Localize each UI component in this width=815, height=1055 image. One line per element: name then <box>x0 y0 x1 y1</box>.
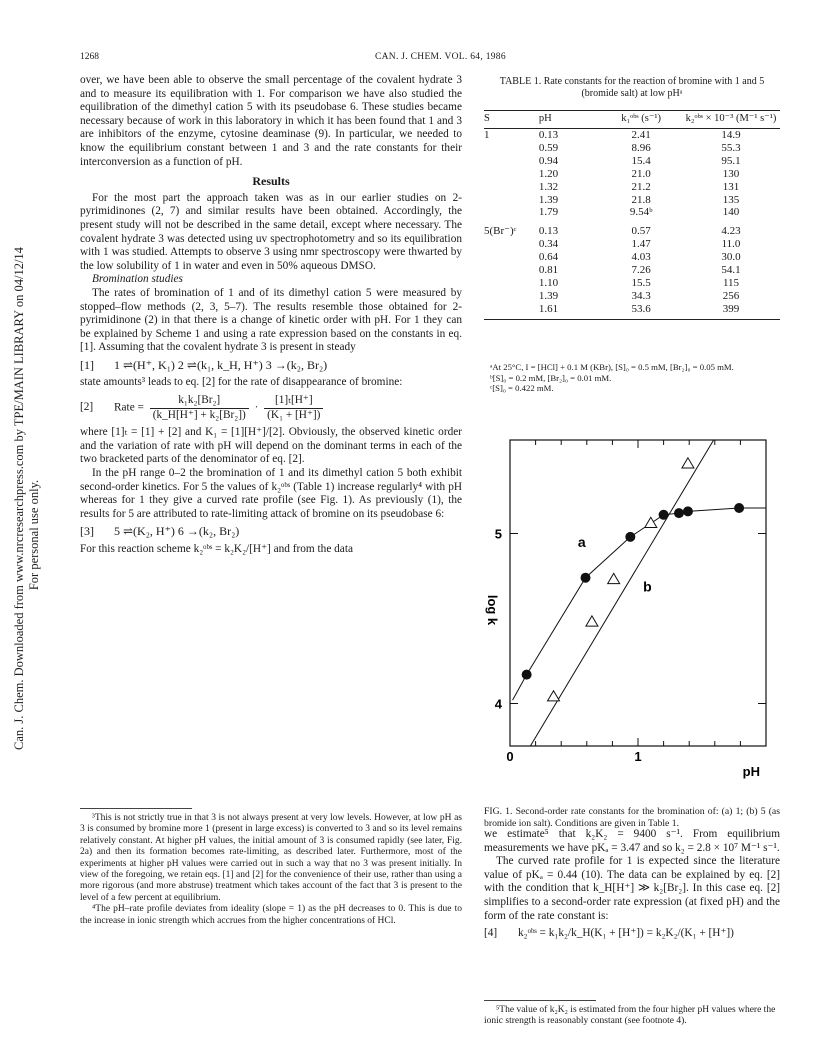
equation-2-number: [2] <box>80 401 94 414</box>
x-tick-label: 1 <box>634 749 642 764</box>
cell-k2: 140 <box>722 206 740 219</box>
table-group-1 <box>484 129 780 220</box>
table-row <box>484 277 780 290</box>
series-a-label: a <box>577 534 586 551</box>
cell-k2: 95.1 <box>721 154 741 167</box>
cell-k2: 399 <box>682 303 780 319</box>
equation-3-body: 5 ⇌(K₂, H⁺) 6 →(k₂, Br₂) <box>114 524 240 539</box>
right-column-text <box>484 828 780 945</box>
y-tick-label: 5 <box>494 526 502 542</box>
equation-4 <box>484 927 780 941</box>
ph-rate-chart <box>484 428 780 798</box>
footnote-rule <box>80 808 192 809</box>
header-ph: pH <box>525 111 601 129</box>
figure-1 <box>484 428 780 798</box>
y-axis-label: log k <box>485 594 500 626</box>
figure-caption: FIG. 1. Second-order rate constants for the bromination of: (a) 1; (b) 5 (as bromide ion salt). Conditions are given in Table 1. <box>484 806 780 829</box>
equation-2-lhs: Rate = <box>114 401 144 414</box>
paragraph-approach: For the most part the approach taken was as in our earlier studies on 2-pyrimidinones (2, 7) and similar results have been obtained. Accordingly, the present study will not be described in the same detail, except where necessary. The covalent hydrate 3 was detected using uv spectrophotometry and so its equilibration with 1 was studied. Attempts to observe 3 using nmr spectroscopy were thwarted by the low solubility of 1 in water and even in 50% aqueous DMSO. <box>80 191 462 272</box>
table-row <box>484 181 780 194</box>
cell-k1: 21.0 <box>631 167 651 180</box>
series-b-point <box>586 616 598 626</box>
group-1-substrate: 1 <box>484 129 490 141</box>
table-note-c: ᶜ[S]₀ = 0.422 mM. <box>490 383 554 393</box>
cell-k1: 7.26 <box>631 264 651 277</box>
table-note-a: ᵃAt 25°C, I = [HCl] + 0.1 M (KBr), [S]₀ = 0.5 mM, [Br₂]₀ = 0.05 mM. <box>490 362 734 372</box>
cell-k2: 54.1 <box>721 264 741 277</box>
table-group-2 <box>484 219 780 319</box>
footnote-5: ⁵The value of k₂K₂ is estimated from the four higher pH values where the ionic strength is reasonably constant (see footnote 4). <box>484 1005 776 1027</box>
series-a-point <box>581 573 591 583</box>
table-row <box>484 194 780 207</box>
table-row <box>484 206 780 219</box>
cell-ph: 0.34 <box>538 238 559 251</box>
cell-k2: 256 <box>722 289 740 302</box>
cell-k2: 130 <box>722 167 740 180</box>
series-a-curve <box>513 508 766 700</box>
fraction-1-denominator: (k_H[H⁺] + k₂[Br₂]) <box>152 408 246 421</box>
series-b-point <box>548 691 560 701</box>
cell-k1: 0.57 <box>631 225 651 238</box>
page-number: 1268 <box>80 52 99 62</box>
paragraph-where: where [1]ₜ = [1] + [2] and K₁ = [1][H⁺]/[2]. Obviously, the observed kinetic order and the variation of rate with pH will depend on the dominant terms in each of the two bracketed parts of the denominator of eq. [2]. <box>80 426 462 466</box>
cell-k1: 21.8 <box>631 193 651 206</box>
cell-ph: 0.94 <box>538 154 559 167</box>
cell-k1: 8.96 <box>631 141 651 154</box>
x-axis-label: pH <box>742 764 760 779</box>
paragraph-bromination: The rates of bromination of 1 and of its dimethyl cation 5 were measured by stopped–flow methods (2, 3, 5–7). The results resemble those obtained for 2-pyrimidinone (2) in that there is a change of kinetic order with pH. For 1 they can be explained by Scheme 1 and using a rate expression based on the constants in eq. [1]. Assuming that the covalent hydrate 3 is present in steady <box>80 286 462 354</box>
cell-k1: 21.2 <box>631 180 651 193</box>
table-row <box>484 290 780 303</box>
cell-ph: 1.10 <box>538 276 559 289</box>
watermark-line-1: Can. J. Chem. Downloaded from www.nrcresearchpress.com by TPE/MAIN LIBRARY on 04/12/14 <box>12 247 26 750</box>
cell-k1: 34.3 <box>631 289 651 302</box>
table-row <box>484 142 780 155</box>
equation-1-body: 1 ⇌(H⁺, K₁) 2 ⇌(k₁, k_H, H⁺) 3 →(k₂, Br₂) <box>114 357 328 372</box>
table-row <box>484 129 780 142</box>
table-row <box>484 168 780 181</box>
header-k1obs: k₁ᵒᵇˢ (s⁻¹) <box>600 111 682 129</box>
series-a-point <box>625 532 635 542</box>
table-row <box>484 238 780 251</box>
table-header-row <box>484 111 780 129</box>
footnotes-left <box>80 808 462 927</box>
paragraph-estimate: we estimate⁵ that k₂K₂ = 9400 s⁻¹. From equilibrium measurements we have pKₐ = 3.47 and so k₂ = 2.8 × 10⁷ M⁻¹ s⁻¹. <box>484 828 780 854</box>
bromination-heading: Bromination studies <box>92 273 183 286</box>
equation-3-number: [3] <box>80 524 94 539</box>
table-row <box>484 264 780 277</box>
footnote-3: ³This is not strictly true in that 3 is not always present at very low levels. However, at low pH as 3 is consumed by bromine more 1 (present in large excess) is converted to 3 and so its level remains relatively constant. At higher pH values, the initial amount of 3 is consumed rapidly (see later, Fig. 2a) and then its formation becomes rate-limiting, as described later. Furthermore, most of the experiments at higher pH values were carried out in such a way that no 3 was present initially. In view of the foregoing, we retain eqs. [1] and [2] for the convenience of their use, rather than using a more rigorous (and more abstruse) treatment which takes account of the fact that 3 is present to the level of a few percent at equilibrium. <box>80 813 462 903</box>
cell-k2: 135 <box>722 193 740 206</box>
table-row <box>484 303 780 319</box>
equation-4-number: [4] <box>484 927 498 940</box>
download-watermark <box>12 247 42 750</box>
equation-4-body: k₂ᵒᵇˢ = k₁k₂/k_H(K₁ + [H⁺]) = k₂K₂/(K₁ + [H⁺]) <box>518 927 734 940</box>
paragraph-ph-range: In the pH range 0–2 the bromination of 1 and its dimethyl cation 5 both exhibit second-order kinetics. For 5 the values of k₂ᵒᵇˢ (Table 1) increase regularly⁴ with pH whereas for 1 they give a curved rate profile (see Fig. 1). As previously (1), the results for 5 are attributed to rate-limiting attack of bromine on its pseudobase 6: <box>80 467 462 520</box>
table-caption <box>484 76 780 100</box>
rate-constants-table <box>484 110 780 320</box>
equation-2-fraction-1 <box>150 394 249 422</box>
cell-k1: 1.47 <box>631 238 651 251</box>
footnotes-right <box>484 1000 780 1028</box>
equation-1 <box>80 359 462 373</box>
cell-k2: 55.3 <box>721 141 741 154</box>
series-b-point <box>645 517 657 527</box>
cell-ph: 0.13 <box>538 225 559 238</box>
results-heading: Results <box>252 174 290 189</box>
series-b-line <box>510 428 734 780</box>
y-tick-label: 4 <box>494 696 502 712</box>
cell-k2: 30.0 <box>721 251 741 264</box>
equation-3 <box>80 525 462 539</box>
series-a-point <box>683 506 693 516</box>
fraction-2-numerator: [1]ₜ[H⁺] <box>264 394 323 409</box>
cell-ph: 1.39 <box>538 289 559 302</box>
journal-header: CAN. J. CHEM. VOL. 64, 1986 <box>375 52 506 62</box>
fraction-2-denominator: (K₁ + [H⁺]) <box>267 408 321 421</box>
cell-k1: 15.4 <box>631 154 651 167</box>
header-k2obs: k₂ᵒᵇˢ × 10⁻³ (M⁻¹ s⁻¹) <box>682 111 780 129</box>
equation-2-fraction-2 <box>264 394 323 422</box>
cell-ph: 1.32 <box>538 180 559 193</box>
cell-k2: 11.0 <box>721 238 741 251</box>
table-row <box>484 155 780 168</box>
table-note-b: ᵇ[S]₀ = 0.2 mM, [Br₂]₀ = 0.01 mM. <box>490 372 612 383</box>
series-a-point <box>674 508 684 518</box>
header-substrate: S <box>484 111 525 129</box>
cell-ph: 1.79 <box>538 206 559 219</box>
table-caption-label: TABLE 1. <box>499 76 542 87</box>
group-2-substrate: 5(Br⁻)ᶜ <box>484 225 517 238</box>
table-notes <box>484 362 780 394</box>
table-caption-text: Rate constants for the reaction of bromine with 1 and 5 (bromide salt) at low pHᵃ <box>543 76 765 99</box>
footnote-4: ⁴The pH–rate profile deviates from ideality (slope = 1) as the pH decreases to 0. This is due to the increase in ionic strength which accrues from the higher concentrations of HCl. <box>80 904 462 926</box>
cell-ph: 0.81 <box>538 264 559 277</box>
cell-ph: 0.64 <box>538 251 559 264</box>
footnote-rule-right <box>484 1000 596 1001</box>
series-a-point <box>522 670 532 680</box>
series-b-point <box>682 458 694 468</box>
series-b-label: b <box>643 578 652 595</box>
cell-k1: 2.41 <box>631 129 651 141</box>
equation-2-dot: · <box>254 401 259 414</box>
cell-ph: 0.13 <box>538 129 559 141</box>
x-tick-label: 0 <box>506 749 514 764</box>
table-row <box>484 251 780 264</box>
cell-k1: 9.54ᵇ <box>629 206 653 219</box>
cell-k1: 53.6 <box>600 303 682 319</box>
cell-k1: 4.03 <box>631 251 651 264</box>
fraction-1-numerator: k₁k₂[Br₂] <box>150 394 249 409</box>
watermark-line-2: For personal use only. <box>27 479 41 591</box>
series-b-point <box>608 573 620 583</box>
series-a-point <box>659 510 669 520</box>
cell-ph: 1.20 <box>538 167 559 180</box>
cell-ph: 1.39 <box>538 193 559 206</box>
cell-ph: 0.59 <box>538 141 559 154</box>
table-row <box>484 225 780 238</box>
series-a-point <box>734 503 744 513</box>
cell-k2: 4.23 <box>721 225 741 238</box>
left-column <box>80 74 462 557</box>
cell-k2: 14.9 <box>721 129 741 141</box>
paragraph-curved-profile: The curved rate profile for 1 is expected since the literature value of pKₐ = 0.44 (10). The data can be explained by eq. [2] with the condition that k_H[H⁺] ≫ k₂[Br₂]. In this case eq. [2] simplifies to a second-order rate expression (at fixed pH) and the form of the rate constant is: <box>484 855 780 922</box>
equation-1-number: [1] <box>80 357 94 372</box>
paragraph-scheme: For this reaction scheme k₂ᵒᵇˢ = k₂K₂/[H⁺] and from the data <box>80 543 353 555</box>
cell-k1: 15.5 <box>631 276 651 289</box>
cell-k2: 131 <box>722 180 740 193</box>
cell-ph: 1.61 <box>525 303 601 319</box>
paragraph-intro: over, we have been able to observe the small percentage of the covalent hydrate 3 and to measure its equilibration with 1. For comparison we have also studied the equilibration of the dimethyl cation 5 with its pseudobase 6. These studies became necessary because of work in this laboratory in which it has been found that 1 and 3 are inhibitors of the enzyme, cytosine deaminase (9). In particular, we needed to know the equilibrium constant between 1 and 3 and the rate constants for their interconversion as a function of pH. <box>80 74 462 168</box>
equation-2 <box>80 394 462 422</box>
cell-k2: 115 <box>722 276 740 289</box>
paragraph-steady-state: state amounts³ leads to eq. [2] for the rate of disappearance of bromine: <box>80 376 403 389</box>
